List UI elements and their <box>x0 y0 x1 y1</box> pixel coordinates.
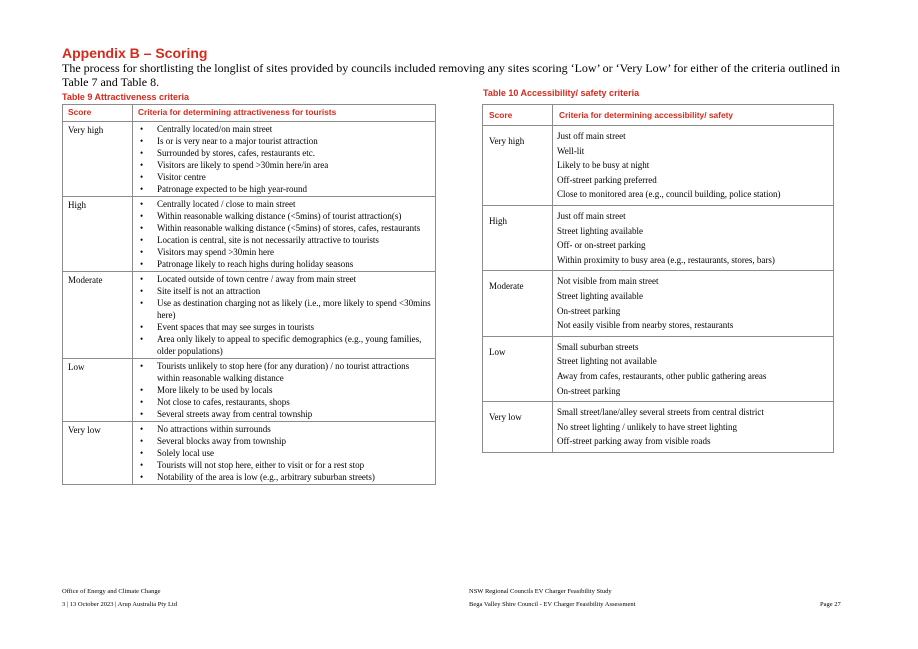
footer-org: Office of Energy and Climate Change <box>62 588 161 595</box>
table10-caption: Table 10 Accessibility/ safety criteria <box>483 88 640 98</box>
table9-caption: Table 9 Attractiveness criteria <box>62 92 190 102</box>
criteria-item: • More likely to be used by locals <box>133 384 433 396</box>
criteria-item: Likely to be busy at night <box>557 160 650 171</box>
table-header-row <box>63 105 436 122</box>
accessibility-table <box>482 104 834 453</box>
table-row <box>483 126 834 206</box>
criteria-cell <box>553 126 834 206</box>
table-header-row <box>483 105 834 126</box>
criteria-item: • Visitors are likely to spend >30min here/in area <box>133 159 433 171</box>
criteria-item: • Patronage expected to be high year-round <box>133 183 433 195</box>
criteria-cell <box>133 359 436 422</box>
criteria-item: • Area only likely to appeal to specific demographics (e.g., young families, older populations) <box>133 333 433 357</box>
criteria-item: • Tourists unlikely to stop here (for any duration) / no tourist attractions within reasonable walking distance <box>133 360 433 384</box>
criteria-cell <box>553 402 834 453</box>
attractiveness-table <box>62 104 436 485</box>
score-cell: Very high <box>63 122 133 197</box>
score-cell: Moderate <box>63 272 133 359</box>
criteria-item: Within proximity to busy area (e.g., restaurants, stores, bars) <box>557 254 775 265</box>
criteria-cell <box>553 336 834 401</box>
criteria-item: • Surrounded by stores, cafes, restaurants etc. <box>133 147 433 159</box>
criteria-list <box>133 273 433 357</box>
table-row <box>63 359 436 422</box>
criteria-item: Off- or on-street parking <box>557 240 646 251</box>
footer-study: NSW Regional Councils EV Charger Feasibility Study <box>469 588 612 595</box>
criteria-item: Well-lit <box>557 145 585 156</box>
criteria-item: • Notability of the area is low (e.g., arbitrary suburban streets) <box>133 471 433 483</box>
criteria-item: • Use as destination charging not as likely (i.e., more likely to spend <30mins here) <box>133 297 433 321</box>
criteria-header: Criteria for determining attractiveness for tourists <box>133 105 436 122</box>
criteria-item: • No attractions within surrounds <box>133 423 433 435</box>
criteria-item: • Event spaces that may see surges in tourists <box>133 321 433 333</box>
criteria-item: • Tourists will not stop here, either to visit or for a rest stop <box>133 459 433 471</box>
score-cell: High <box>483 205 553 270</box>
score-header: Score <box>63 105 133 122</box>
score-cell: High <box>63 197 133 272</box>
criteria-item: • Several blocks away from township <box>133 435 433 447</box>
criteria-item: Close to monitored area (e.g., council building, police station) <box>557 189 781 200</box>
criteria-item: • Location is central, site is not necessarily attractive to tourists <box>133 234 433 246</box>
intro-paragraph: The process for shortlisting the longlist of sites provided by councils included removing any sites scoring ‘Low’ or ‘Very Low’ for either of the criteria outlined in Table 7 and Table 8. <box>62 61 841 89</box>
criteria-cell <box>553 205 834 270</box>
table-row <box>63 197 436 272</box>
score-cell: Very low <box>483 402 553 453</box>
criteria-cell <box>553 271 834 336</box>
criteria-item: • Visitor centre <box>133 171 433 183</box>
footer-assessment: Bega Valley Shire Council - EV Charger Feasibility Assessment <box>469 601 636 608</box>
criteria-item: • Not close to cafes, restaurants, shops <box>133 396 433 408</box>
footer-issue: 3 | 13 October 2023 | Arup Australia Pty Ltd <box>62 601 178 608</box>
criteria-item: • Located outside of town centre / away from main street <box>133 273 433 285</box>
score-cell: Moderate <box>483 271 553 336</box>
criteria-item: Just off main street <box>557 210 626 221</box>
table-row <box>63 272 436 359</box>
criteria-item: Small street/lane/alley several streets from central district <box>557 407 764 418</box>
criteria-item: • Patronage likely to reach highs during holiday seasons <box>133 258 433 270</box>
table-row <box>63 122 436 197</box>
criteria-list <box>133 360 433 420</box>
criteria-item: On-street parking <box>557 385 621 396</box>
criteria-header: Criteria for determining accessibility/ safety <box>553 105 834 126</box>
criteria-item: Street lighting available <box>557 225 643 236</box>
criteria-item: Not easily visible from nearby stores, restaurants <box>557 320 734 331</box>
table-row <box>483 271 834 336</box>
criteria-item: • Visitors may spend >30min here <box>133 246 433 258</box>
criteria-item: • Solely local use <box>133 447 433 459</box>
criteria-item: Small suburban streets <box>557 341 639 352</box>
criteria-item: • Centrally located/on main street <box>133 123 433 135</box>
score-cell: Low <box>483 336 553 401</box>
table-row <box>483 402 834 453</box>
page-number: Page 27 <box>820 601 841 608</box>
score-cell: Very high <box>483 126 553 206</box>
criteria-item: On-street parking <box>557 305 621 316</box>
criteria-item: • Is or is very near to a major tourist attraction <box>133 135 433 147</box>
table-row <box>63 422 436 485</box>
criteria-cell <box>133 197 436 272</box>
criteria-item: • Centrally located / close to main street <box>133 198 433 210</box>
criteria-item: Away from cafes, restaurants, other public gathering areas <box>557 370 767 381</box>
criteria-item: • Several streets away from central township <box>133 408 433 420</box>
criteria-cell <box>133 272 436 359</box>
criteria-list <box>133 423 433 483</box>
criteria-item: No street lighting / unlikely to have street lighting <box>557 421 737 432</box>
table-row <box>483 205 834 270</box>
criteria-item: • Within reasonable walking distance (<5mins) of stores, cafes, restaurants <box>133 222 433 234</box>
score-cell: Very low <box>63 422 133 485</box>
criteria-list <box>133 123 433 195</box>
criteria-cell <box>133 422 436 485</box>
criteria-item: Off-street parking preferred <box>557 174 657 185</box>
criteria-item: Off-street parking away from visible roads <box>557 436 711 447</box>
criteria-item: Just off main street <box>557 131 626 141</box>
score-header: Score <box>483 105 553 126</box>
criteria-cell <box>133 122 436 197</box>
criteria-item: Street lighting not available <box>557 356 657 367</box>
criteria-item: Street lighting available <box>557 290 643 301</box>
appendix-heading: Appendix B – Scoring <box>62 45 208 61</box>
criteria-item: • Site itself is not an attraction <box>133 285 433 297</box>
criteria-list <box>133 198 433 270</box>
criteria-item: Not visible from main street <box>557 276 659 287</box>
score-cell: Low <box>63 359 133 422</box>
table-row <box>483 336 834 401</box>
criteria-item: • Within reasonable walking distance (<5mins) of tourist attraction(s) <box>133 210 433 222</box>
